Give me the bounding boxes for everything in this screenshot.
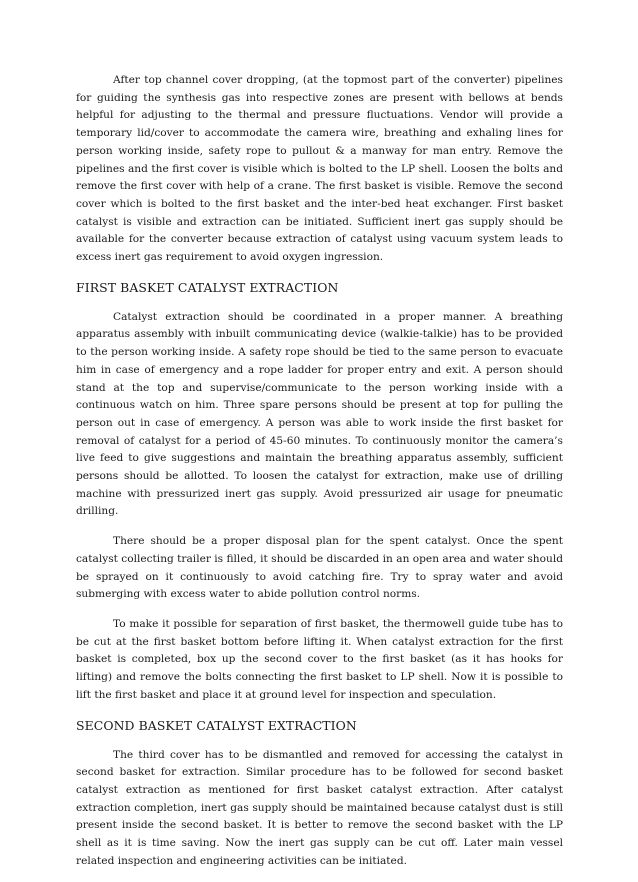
paragraph-second-basket: The third cover has to be dismantled and removed for accessing the catalyst in second basket for extraction. Similar procedure has to be followed for second basket catalyst extraction as mentioned for first basket catalyst extraction. After catalyst extraction completion, inert gas supply should be maintained because catalyst dust is still present inside the second basket. It is better to remove the second basket with the LP shell as it is time saving. Now the inert gas supply can be cut off. Later main vessel related inspection and engineering activities can be initiated. bbox=[76, 748, 563, 867]
document-page bbox=[76, 72, 563, 882]
intro-paragraph: After top channel cover dropping, (at the topmost part of the converter) pipelines for guiding the synthesis gas into respective zones are present with bellows at bends helpful for adjusting to the thermal and pressure fluctuations. Vendor will provide a temporary lid/cover to accommodate the camera wire, breathing and exhaling lines for person working inside, safety rope to pullout & a manway for man entry. Remove the pipelines and the first cover is visible which is bolted to the LP shell. Loosen the bolts and remove the first cover with help of a crane. The first basket is visible. Remove the second cover which is bolted to the first basket and the inter-bed heat exchanger. First basket catalyst is visible and extraction can be initiated. Sufficient inert gas supply should be available for the converter because extraction of catalyst using vacuum system leads to excess inert gas requirement to avoid oxygen ingression. bbox=[76, 74, 563, 264]
paragraph-catalyst-extraction: Catalyst extraction should be coordinated in a proper manner. A breathing apparatus assembly with inbuilt communicating device (walkie-talkie) has to be provided to the person working inside. A safety rope should be tied to the same person to evacuate him in case of emergency and a rope ladder for proper entry and exit. A person should stand at the top and supervise/communicate to the person working inside with a continuous watch on him. Three spare persons should be present at top for pulling the person out in case of emergency. A person was able to work inside the first basket for removal of catalyst for a period of 45-60 minutes. To continuously monitor the camera’s live feed to give suggestions and maintain the breathing apparatus assembly, sufficient persons should be allotted. To loosen the catalyst for extraction, make use of drilling machine with pressurized inert gas supply. Avoid pressurized air usage for pneumatic drilling. bbox=[76, 310, 563, 518]
section-heading-second-basket: SECOND BASKET CATALYST EXTRACTION bbox=[76, 717, 357, 733]
section-heading-first-basket: FIRST BASKET CATALYST EXTRACTION bbox=[76, 279, 339, 295]
paragraph-disposal-plan: There should be a proper disposal plan for the spent catalyst. Once the spent catalyst collecting trailer is filled, it should be discarded in an open area and water should be sprayed on it continuously to avoid catching fire. Try to spray water and avoid submerging with excess water to abide pollution control norms. bbox=[76, 535, 563, 601]
paragraph-basket-separation: To make it possible for separation of first basket, the thermowell guide tube has to be cut at the first basket bottom before lifting it. When catalyst extraction for the first basket is completed, box up the second cover to the first basket (as it has hooks for lifting) and remove the bolts connecting the first basket to LP shell. Now it is possible to lift the first basket and place it at ground level for inspection and speculation. bbox=[76, 617, 563, 701]
